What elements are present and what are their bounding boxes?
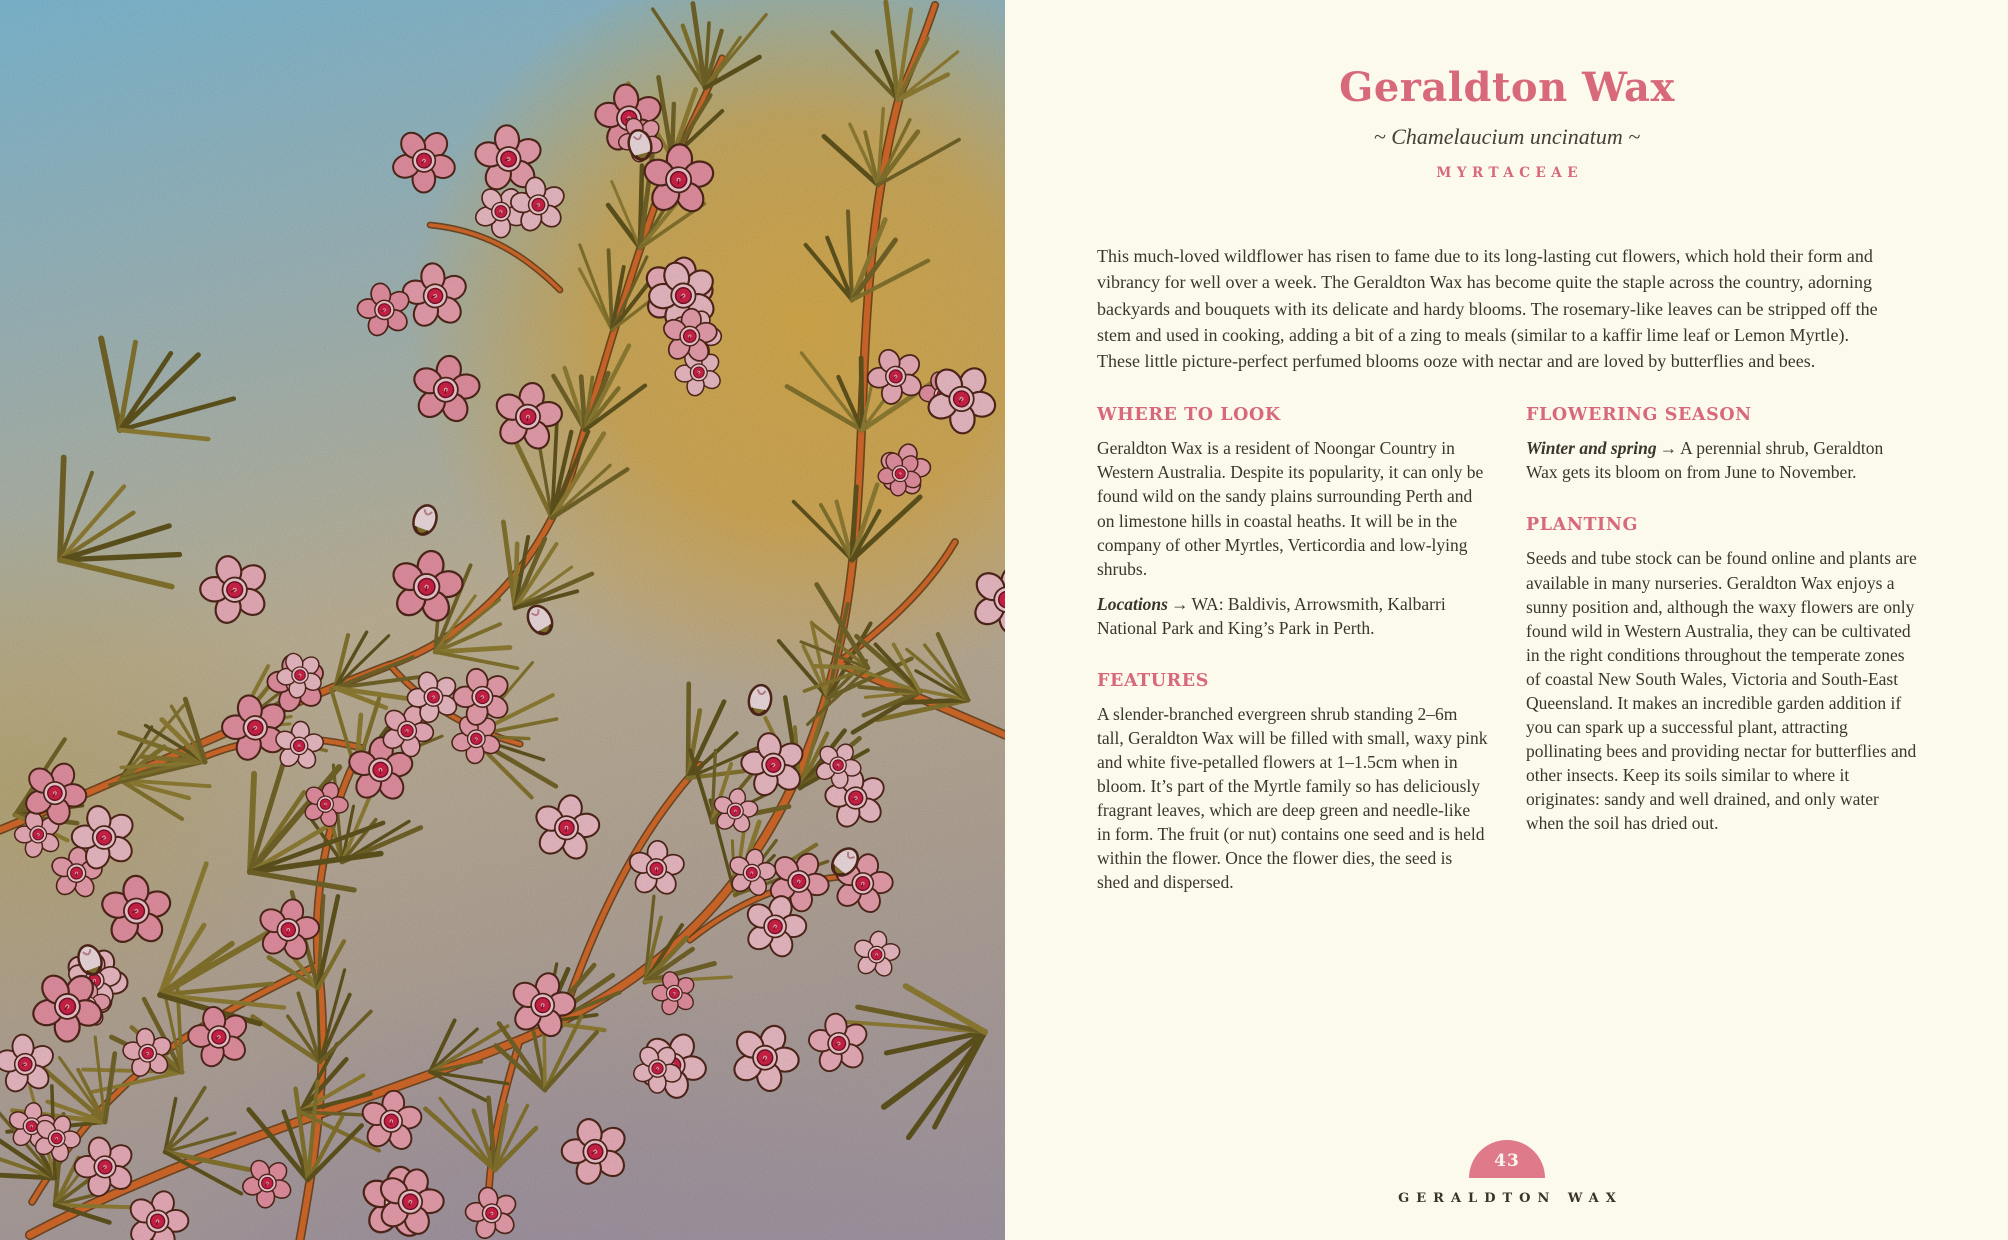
planting-body: Seeds and tube stock can be found online and plants are available in many nurseries. Geraldton Wax enjoys a sunny position and, although the waxy flowers are only found wild in Western Australia, they can be cultivated in the right conditions throughout the temperate zones of coastal New South Wales, Victoria and South-East Queensland. It makes an incredible garden addition if you can spark up a successful plant, attracting pollinating bees and providing nectar for butterflies and other insects. Keep its soils similar to where it originates: sandy and well drained, and only water when the soil has dried out. (1526, 548, 1917, 834)
two-column-layout (1097, 405, 1917, 894)
plant-family: MYRTACEAE (1436, 165, 1584, 181)
flowering-season-text: A perennial shrub, Geraldton Wax gets its bloom on from June to November. (1526, 438, 1884, 483)
section-heading-where-to-look: WHERE TO LOOK (1097, 405, 1281, 426)
section-heading-flowering-season: FLOWERING SEASON (1526, 405, 1752, 426)
features-body: A slender-branched evergreen shrub standing 2–6m tall, Geraldton Wax will be filled with small, waxy pink and white five-petalled flowers at 1–1.5cm when in bloom. It’s part of the Myrtle family so has deliciously fragrant leaves, which are deep green and needle-like in form. The fruit (or nut) contains one seed and is held within the flower. Once the flower dies, the seed is shed and dispersed. (1097, 703, 1488, 893)
section-heading-planting: PLANTING (1526, 515, 1638, 536)
page-footer (1097, 1140, 1917, 1206)
season-label: Winter and spring (1526, 438, 1657, 459)
page-title: Geraldton Wax (1339, 64, 1675, 111)
locations-text: WA: Baldivis, Arrowsmith, Kalbarri National Park and King’s Park in Perth. (1097, 593, 1446, 638)
page-header (1097, 64, 1917, 181)
locations-paragraph (1097, 592, 1488, 640)
scientific-name: ~ Chamelaucium uncinatum ~ (1373, 124, 1641, 149)
footer-caption: GERALDTON WAX (1398, 1191, 1623, 1206)
text-page (1005, 0, 2008, 1240)
page-number: 43 (1494, 1151, 1520, 1171)
page-number-badge (1469, 1140, 1545, 1178)
arrow-glyph: → (1659, 438, 1678, 459)
flowering-season-paragraph (1526, 436, 1917, 484)
left-column (1097, 405, 1488, 894)
where-to-look-body: Geraldton Wax is a resident of Noongar Country in Western Australia. Despite its popularity, it can only be found wild on the sandy plains surrounding Perth and on limestone hills in coastal heaths. It will be in the company of other Myrtles, Verticordia and low-lying shrubs. (1097, 438, 1484, 579)
right-column (1526, 405, 1917, 894)
locations-label: Locations (1097, 593, 1168, 614)
intro-paragraph: This much-loved wildflower has risen to fame due to its long-lasting cut flowers, which hold their form and vibrancy for well over a week. The Geraldton Wax has become quite the staple across the country, adorning backyards and bouquets with its delicate and hardy blooms. The rosemary-like leaves can be stripped off the stem and used in cooking, adding a bit of a zing to meals (similar to a kaffir lime leaf or Lemon Myrtle). These little picture-perfect perfumed blooms ooze with nectar and are loved by butterflies and bees. (1097, 246, 1878, 372)
arrow-glyph: → (1170, 593, 1189, 614)
section-heading-features: FEATURES (1097, 670, 1209, 691)
